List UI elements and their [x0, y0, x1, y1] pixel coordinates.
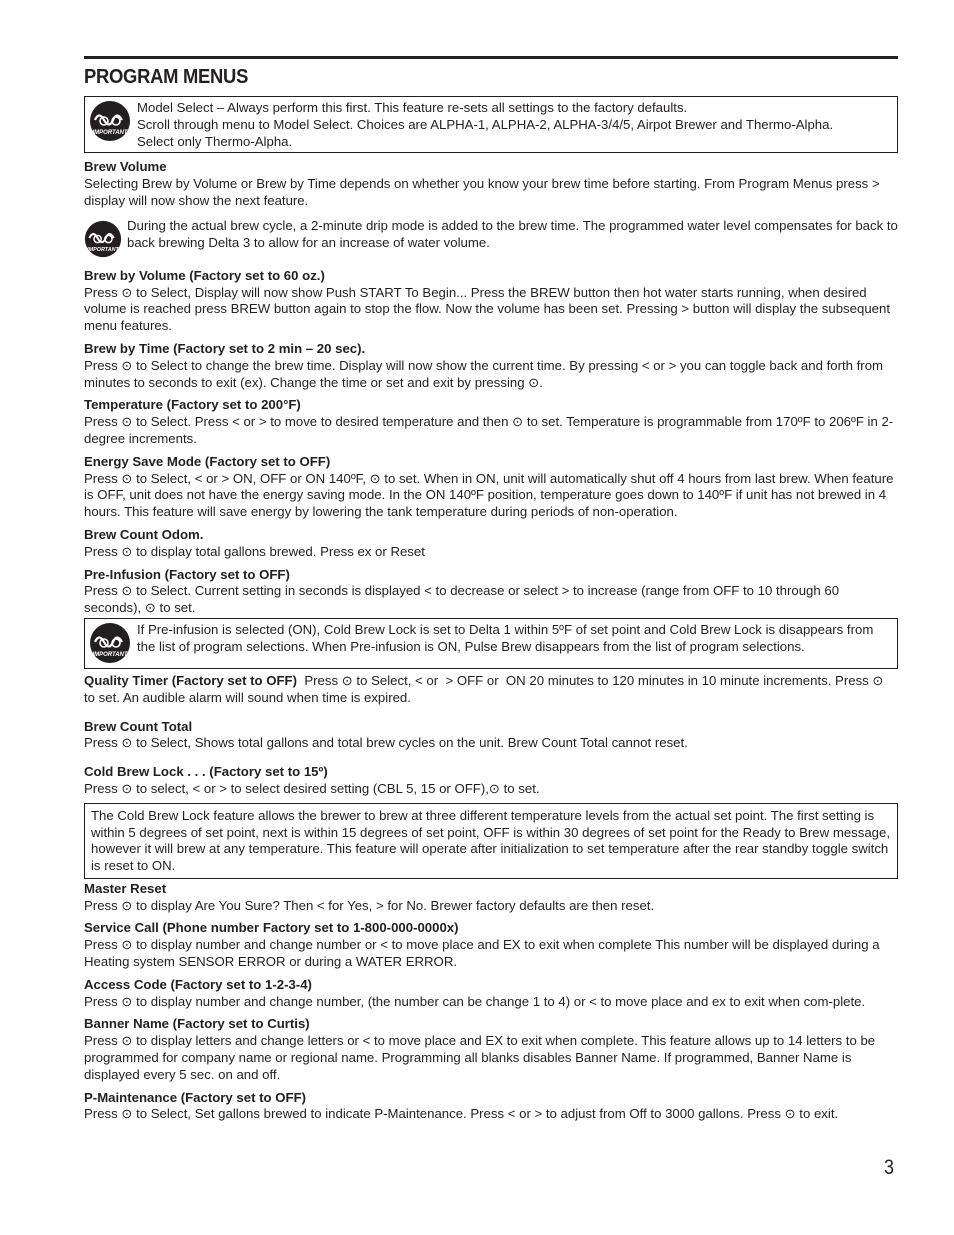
page-title: PROGRAM MENUS — [84, 66, 249, 88]
section-heading: Energy Save Mode (Factory set to OFF) — [84, 453, 331, 469]
section-access-code — [84, 977, 898, 1011]
section-body: Press ⊙ to Select, < or > OFF or ON 20 minutes to 120 minutes in 10 minute increments. Press ⊙ to set. An audible alarm will sound when time is expired. — [84, 672, 888, 705]
section-body: Selecting Brew by Volume or Brew by Time depends on whether you know your brew time before starting. From Program Menus press > display will now show the next feature. — [84, 176, 880, 208]
page-content — [84, 96, 898, 1123]
section-heading: P-Maintenance (Factory set to OFF) — [84, 1089, 307, 1105]
section-heading: Brew by Volume (Factory set to 60 oz.) — [84, 267, 325, 283]
page-number: 3 — [884, 1156, 894, 1179]
section-heading: Quality Timer (Factory set to OFF) — [84, 672, 297, 688]
top-rule — [84, 56, 898, 59]
section-master-reset — [84, 881, 898, 915]
section-heading: Banner Name (Factory set to Curtis) — [84, 1016, 310, 1032]
section-cold-brew-lock — [84, 764, 898, 798]
important-icon — [89, 100, 131, 142]
important-icon-label: IMPORTANT — [92, 651, 128, 658]
section-body: Press ⊙ to display total gallons brewed. Press ex or Reset — [84, 543, 425, 559]
important-notice-model-select — [84, 96, 898, 153]
section-body: Press ⊙ to display letters and change letters or < to move place and EX to exit when complete. This feature allows up to 14 letters to be programmed for company name or regional name. Programming all blanks disables Banner Name. If programmed, Banner Name is displayed every 5 sec. on and off. — [84, 1033, 876, 1082]
section-body: Press ⊙ to Select, Shows total gallons and total brew cycles on the unit. Brew Count Total cannot reset. — [84, 735, 688, 751]
important-icon — [84, 220, 122, 258]
notice-line: Select only Thermo-Alpha. — [137, 133, 293, 149]
section-heading: Service Call (Phone number Factory set to 1-800-000-0000x) — [84, 920, 459, 936]
section-heading: Cold Brew Lock . . . (Factory set to 15º) — [84, 764, 328, 780]
section-body: Press ⊙ to Select, < or > ON, OFF or ON 140ºF, ⊙ to set. When in ON, unit will automatically shut off 4 hours from last brew. When feature is OFF, unit does not have the energy saving mode. In the ON 140ºF position, temperature goes down to 140ºF if unit has not brewed in 4 hours. This feature will save energy by lowering the tank temperature during periods of non-operation. — [84, 470, 894, 520]
section-temperature — [84, 397, 898, 447]
section-heading: Pre-Infusion (Factory set to OFF) — [84, 566, 290, 582]
section-heading: Brew Count Total — [84, 718, 193, 734]
cold-brew-lock-note: The Cold Brew Lock feature allows the brewer to brew at three different temperature levels from the actual set point. The first setting is within 5 degrees of set point, next is within 15 degrees of set point, OFF is within 30 degrees of set point for the Ready to Brew message, however it will brew at any temperature. This feature will operate after initialization to set temperature after the rear standby toggle switch is reset to ON. — [84, 803, 898, 879]
section-brew-by-time — [84, 341, 898, 391]
important-icon — [89, 622, 131, 664]
section-p-maintenance — [84, 1090, 898, 1124]
section-brew-count-total — [84, 719, 898, 753]
section-body: Press ⊙ to Select. Press < or > to move to desired temperature and then ⊙ to set. Temperature is programmable from 170ºF to 206ºF in 2-degree increments. — [84, 414, 894, 446]
section-body: Press ⊙ to Select, Set gallons brewed to indicate P-Maintenance. Press < or > to adjust from Off to 3000 gallons. Press ⊙ to exit. — [84, 1106, 839, 1122]
important-icon-label: IMPORTANT — [87, 246, 119, 253]
important-notice-drip — [84, 218, 898, 258]
section-heading: Temperature (Factory set to 200°F) — [84, 397, 301, 413]
notice-text — [137, 100, 891, 150]
section-brew-count-odom — [84, 527, 898, 561]
section-heading: Brew by Time (Factory set to 2 min – 20 sec). — [84, 340, 366, 356]
notice-line: Scroll through menu to Model Select. Choices are ALPHA-1, ALPHA-2, ALPHA-3/4/5, Airpot Brewer and Thermo-Alpha. — [137, 116, 834, 132]
section-banner-name — [84, 1016, 898, 1083]
section-heading: Brew Count Odom. — [84, 526, 204, 542]
section-body: Press ⊙ to select, < or > to select desired setting (CBL 5, 15 or OFF),⊙ to set. — [84, 780, 540, 796]
section-heading: Master Reset — [84, 880, 167, 896]
notice-text: During the actual brew cycle, a 2-minute drip mode is added to the brew time. The programmed water level compensates for back to back brewing Delta 3 to allow for an increase of water volume. — [127, 217, 898, 250]
section-body: Press ⊙ to Select. Current setting in seconds is displayed < to decrease or select > to increase (range from OFF to 10 through 60 seconds), ⊙ to set. — [84, 583, 840, 616]
notice-text: If Pre-infusion is selected (ON), Cold Brew Lock is set to Delta 1 within 5ºF of set point and Cold Brew Lock is disappears from the list of program selections. When Pre-infusion is ON, Pulse Brew disappears from the list of program selections. — [137, 621, 874, 654]
section-body: Press ⊙ to Select, Display will now show Push START To Begin... Press the BREW button then hot water starts running, when desired volume is reached press BREW button again to stop the flow. Now the volume has been set. Pressing > button will display the subsequent menu features. — [84, 284, 890, 334]
section-body: Press ⊙ to display number and change number or < to move place and EX to exit when complete This number will be displayed during a Heating system SENSOR ERROR or during a WATER ERROR. — [84, 937, 880, 970]
important-notice-pre-infusion — [84, 618, 898, 669]
section-brew-by-volume — [84, 268, 898, 335]
section-heading: Access Code (Factory set to 1-2-3-4) — [84, 976, 312, 992]
section-quality-timer — [84, 673, 898, 707]
important-icon-label: IMPORTANT — [92, 130, 128, 136]
section-service-call — [84, 920, 898, 970]
section-heading: Brew Volume — [84, 159, 167, 175]
section-body: Press ⊙ to Select to change the brew time. Display will now show the current time. By pressing < or > you can toggle back and forth from minutes to seconds to exit (ex). Change the time or set and exit by pressing ⊙. — [84, 357, 884, 390]
section-body: Press ⊙ to display Are You Sure? Then < for Yes, > for No. Brewer factory defaults are then reset. — [84, 897, 655, 913]
notice-line: Model Select – Always perform this first. This feature re-sets all settings to the factory defaults. — [137, 100, 688, 115]
section-brew-volume — [84, 159, 898, 209]
section-body: Press ⊙ to display number and change number, (the number can be change 1 to 4) or < to move place and ex to exit when com-plete. — [84, 993, 866, 1009]
section-pre-infusion — [84, 567, 898, 617]
section-energy-save — [84, 454, 898, 521]
